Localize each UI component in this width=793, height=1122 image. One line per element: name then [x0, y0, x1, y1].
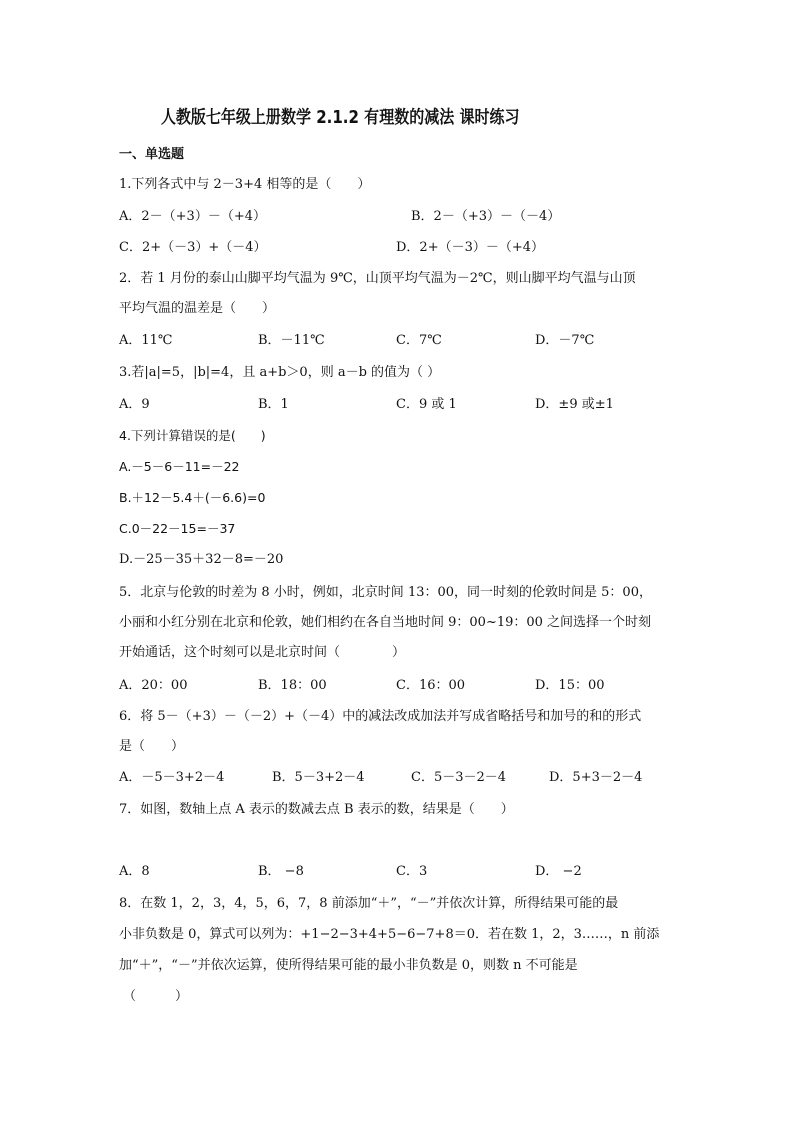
- question-1-option-a: A．2－（+3）－（+4）: [119, 209, 266, 224]
- question-3-stem: 3.若|a|=5，|b|=4，且 a+b＞0，则 a－b 的值为（ ）: [119, 365, 441, 380]
- question-1-option-d: D．2+（－3）－（+4）: [396, 240, 545, 255]
- section-heading: 一、单选题: [119, 147, 185, 162]
- question-2-option-b: B．－11℃: [258, 333, 325, 348]
- question-2-option-c: C．7℃: [396, 333, 442, 348]
- question-2-option-a: A．11℃: [119, 333, 173, 348]
- question-6-line-2: 是（ ）: [119, 739, 185, 754]
- page-title: 人教版七年级上册数学 2.1.2 有理数的减法 课时练习: [160, 108, 520, 128]
- question-1-option-b: B．2－（+3）－（－4）: [411, 209, 561, 224]
- question-5-line-2: 小丽和小红分别在北京和伦敦，她们相约在各自当地时间 9：00~19：00 之间选择一个时刻: [119, 615, 652, 630]
- question-8-line-4: （ ）: [123, 989, 189, 1004]
- question-4-stem: 4.下列计算错误的是( ): [119, 428, 266, 443]
- question-3-option-b: B．1: [258, 397, 289, 412]
- question-7-option-a: A．8: [119, 864, 150, 879]
- question-1-option-c: C．2+（－3）+（－4）: [119, 240, 267, 255]
- question-7-option-b: B． −8: [258, 864, 304, 879]
- question-5-line-3: 开始通话，这个时刻可以是北京时间（ ）: [119, 645, 406, 660]
- question-5-option-a: A．20：00: [119, 678, 188, 693]
- question-8-line-1: 8．在数 1，2，3，4，5，6，7，8 前添加“＋”，“－”并依次计算，所得结果可能的最: [119, 896, 619, 911]
- question-7-stem: 7．如图，数轴上点 A 表示的数减去点 B 表示的数，结果是（ ）: [119, 802, 514, 817]
- question-3-option-a: A．9: [119, 397, 150, 412]
- question-4-option-c: C.0－22－15=－37: [119, 521, 236, 536]
- question-5-option-c: C．16：00: [396, 678, 466, 693]
- question-3-option-d: D．±9 或±1: [535, 397, 614, 412]
- question-6-option-c: C．5－3－2－4: [411, 770, 507, 785]
- question-8-line-3: 加“＋”，“－”并依次运算，使所得结果可能的最小非负数是 0，则数 n 不可能是: [119, 958, 578, 973]
- question-4-option-d: D.－25－35＋32－8=－20: [119, 552, 284, 567]
- question-5-option-b: B．18：00: [258, 678, 327, 693]
- question-7-option-d: D． −2: [535, 864, 582, 879]
- question-4-option-b: B.＋12－5.4＋(－6.6)=0: [119, 490, 266, 505]
- question-5-option-d: D．15：00: [535, 678, 605, 693]
- question-6-option-d: D．5+3－2－4: [549, 770, 643, 785]
- question-2-option-d: D．－7℃: [535, 333, 595, 348]
- question-5-line-1: 5．北京与伦敦的时差为 8 小时，例如，北京时间 13：00，同一时刻的伦敦时间是 5：00，: [119, 585, 652, 600]
- question-2-line-2: 平均气温的温差是（ ）: [119, 301, 276, 316]
- question-2-line-1: 2．若 1 月份的泰山山脚平均气温为 9℃，山顶平均气温为－2℃，则山脚平均气温与山顶: [119, 271, 636, 286]
- question-6-option-b: B．5－3+2－4: [272, 770, 365, 785]
- question-7-option-c: C．3: [396, 864, 428, 879]
- question-8-line-2: 小非负数是 0，算式可以列为：+1−2−3+4+5−6−7+8＝0．若在数 1，2，3……，n 前添: [119, 927, 660, 942]
- question-4-option-a: A.－5－6－11=－22: [119, 459, 240, 474]
- question-3-option-c: C．9 或 1: [396, 397, 457, 412]
- question-1-stem: 1.下列各式中与 2－3+4 相等的是（ ）: [119, 177, 371, 192]
- question-6-option-a: A．－5－3+2－4: [119, 770, 225, 785]
- question-6-line-1: 6．将 5－（+3）－（－2）+（－4）中的减法改成加法并写成省略括号和加号的和的形式: [119, 709, 642, 724]
